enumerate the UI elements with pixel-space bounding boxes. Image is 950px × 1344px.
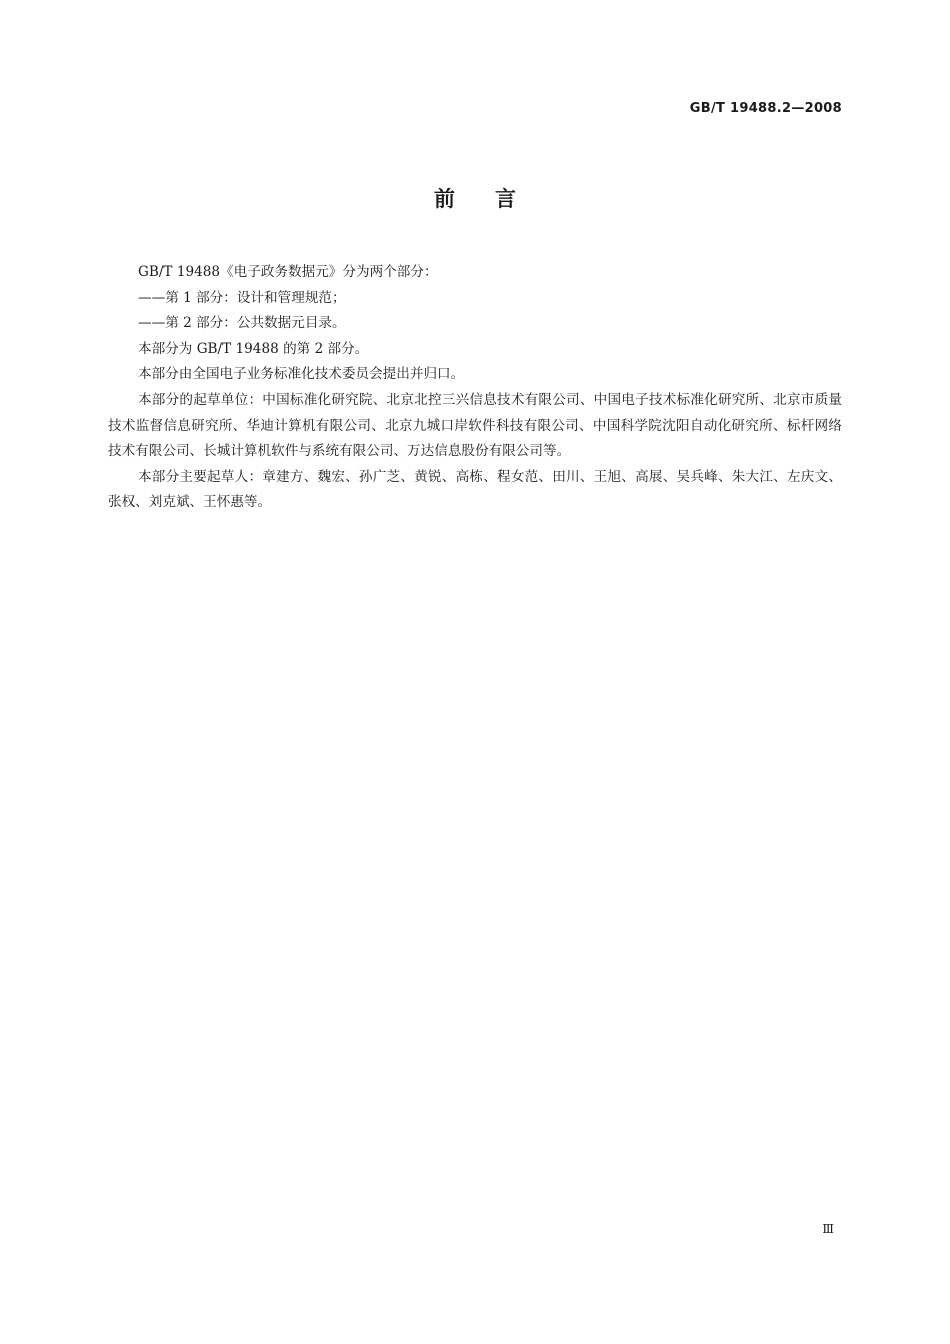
- paragraph-parts-intro: GB/T 19488《电子政务数据元》分为两个部分：: [138, 264, 438, 280]
- paragraph-drafters: 本部分主要起草人：章建方、魏宏、孙广芝、黄锐、高栋、程女范、田川、王旭、高展、吴兵峰、朱大江、左庆文、张权、刘克斌、王怀惠等。: [108, 468, 842, 511]
- standard-number: GB/T 19488.2—2008: [689, 101, 842, 116]
- page-number: Ⅲ: [822, 1222, 834, 1236]
- paragraph-part-1: ——第 1 部分：设计和管理规范；: [138, 289, 346, 306]
- paragraph-drafting-units: 本部分的起草单位：中国标准化研究院、北京北控三兴信息技术有限公司、中国电子技术标准化研究所、北京市质量技术监督信息研究所、华迪计算机有限公司、北京九城口岸软件科技有限公司、中国科学院沈阳自动化研究所、标杆网络技术有限公司、长城计算机软件与系统有限公司、万达信息股份有限公司等。: [108, 391, 842, 460]
- paragraph-this-part: 本部分为 GB/T 19488 的第 2 部分。: [138, 340, 369, 357]
- page-title: 前言: [434, 187, 556, 211]
- foreword-body: [108, 260, 842, 516]
- paragraph-proposed-by: 本部分由全国电子业务标准化技术委员会提出并归口。: [138, 366, 465, 383]
- paragraph-part-2: ——第 2 部分：公共数据元目录。: [138, 315, 346, 332]
